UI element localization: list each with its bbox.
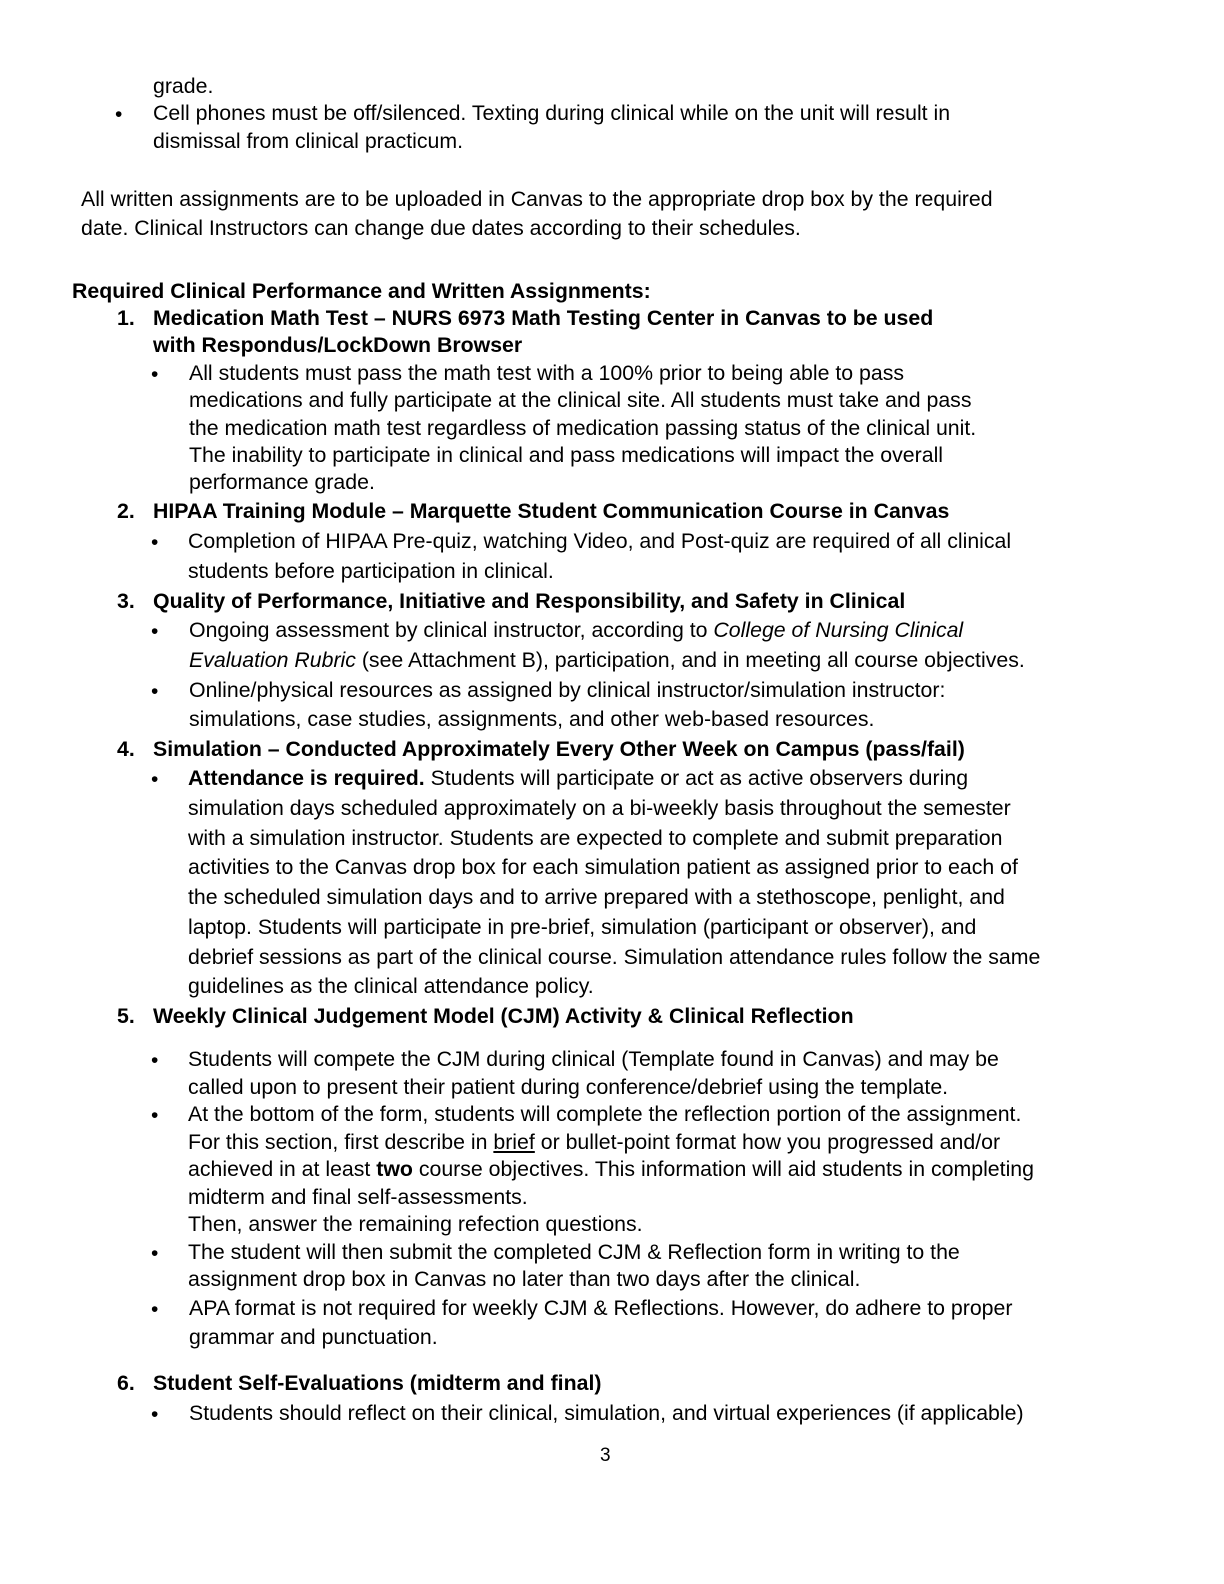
cellphone-line-1: Cell phones must be off/silenced. Texting during clinical while on the unit will result in <box>153 101 951 125</box>
item-5-bullet-2-line-3: achieved in at least two course objectives. This information will aid students in completing <box>188 1157 1034 1181</box>
item-1-bullet-line: All students must pass the math test with a 100% prior to being able to pass <box>189 361 905 385</box>
item-5-bullet-1-line: Students will compete the CJM during clinical (Template found in Canvas) and may be <box>188 1047 999 1071</box>
item-5-bullet-1-line: called upon to present their patient during conference/debrief using the template. <box>188 1075 949 1099</box>
page-number: 3 <box>600 1445 611 1466</box>
item-3-number: 3. <box>117 589 135 613</box>
item-1-number: 1. <box>117 306 135 330</box>
bullet-marker: • <box>151 768 159 791</box>
item-1-bullet-line: medications and fully participate at the clinical site. All students must take and pass <box>189 388 972 412</box>
bullet-marker: • <box>151 1049 159 1072</box>
item-5-title: Weekly Clinical Judgement Model (CJM) Activity & Clinical Reflection <box>153 1004 854 1028</box>
bullet-marker: • <box>151 531 159 554</box>
bullet-marker: • <box>115 103 123 126</box>
item-1-title-line-2: with Respondus/LockDown Browser <box>153 333 523 357</box>
bullet-marker: • <box>151 1242 159 1265</box>
item-5-number: 5. <box>117 1004 135 1028</box>
bullet-marker: • <box>151 1104 159 1127</box>
item-5-bullet-4-line: APA format is not required for weekly CJM & Reflections. However, do adhere to proper <box>189 1296 1013 1320</box>
bullet-marker: • <box>151 1298 159 1321</box>
item-1-bullet-line: the medication math test regardless of medication passing status of the clinical unit. <box>189 416 977 440</box>
item-5-bullet-4-line: grammar and punctuation. <box>189 1325 438 1349</box>
cellphone-line-2: dismissal from clinical practicum. <box>153 129 464 153</box>
item-3-bullet-1-line-1: Ongoing assessment by clinical instructor, according to College of Nursing Clinical <box>189 618 964 642</box>
uploads-line-1: All written assignments are to be uploaded in Canvas to the appropriate drop box by the required <box>81 187 993 211</box>
item-6-title: Student Self-Evaluations (midterm and final) <box>153 1371 602 1395</box>
item-5-bullet-3-line: assignment drop box in Canvas no later than two days after the clinical. <box>188 1267 861 1291</box>
item-2-bullet-line: Completion of HIPAA Pre-quiz, watching Video, and Post-quiz are required of all clinical <box>188 529 1012 553</box>
item-4-bullet-line: guidelines as the clinical attendance policy. <box>188 974 594 998</box>
item-1-title-line-1: Medication Math Test – NURS 6973 Math Testing Center in Canvas to be used <box>153 306 934 330</box>
item-3-bullet-2-line: Online/physical resources as assigned by clinical instructor/simulation instructor: <box>189 678 946 702</box>
uploads-line-2: date. Clinical Instructors can change due dates according to their schedules. <box>81 216 801 240</box>
bullet-marker: • <box>151 620 159 643</box>
bullet-marker: • <box>151 363 159 386</box>
item-4-bullet-line: laptop. Students will participate in pre-brief, simulation (participant or observer), and <box>188 915 977 939</box>
item-4-title: Simulation – Conducted Approximately Every Other Week on Campus (pass/fail) <box>153 737 965 761</box>
section-heading: Required Clinical Performance and Written Assignments: <box>72 279 651 303</box>
item-5-bullet-2-line-2: For this section, first describe in brief or bullet-point format how you progressed and/or <box>188 1130 1001 1154</box>
item-4-bullet-line-1: Attendance is required. Students will participate or act as active observers during <box>188 766 969 790</box>
bullet-marker: • <box>151 680 159 703</box>
item-4-bullet-line: debrief sessions as part of the clinical course. Simulation attendance rules follow the same <box>188 945 1041 969</box>
item-3-title: Quality of Performance, Initiative and Responsibility, and Safety in Clinical <box>153 589 906 613</box>
item-4-bullet-line: the scheduled simulation days and to arrive prepared with a stethoscope, penlight, and <box>188 885 1005 909</box>
item-4-number: 4. <box>117 737 135 761</box>
item-5-bullet-2-line-5: Then, answer the remaining refection questions. <box>188 1212 643 1236</box>
bullet-marker: • <box>151 1403 159 1426</box>
item-2-bullet-line: students before participation in clinical. <box>188 559 554 583</box>
item-2-title: HIPAA Training Module – Marquette Student Communication Course in Canvas <box>153 499 950 523</box>
item-4-bullet-line: simulation days scheduled approximately on a bi-weekly basis throughout the semester <box>188 796 1011 820</box>
item-5-bullet-2-line-1: At the bottom of the form, students will complete the reflection portion of the assignment. <box>188 1102 1022 1126</box>
item-3-bullet-1-line-2: Evaluation Rubric (see Attachment B), participation, and in meeting all course objectives. <box>189 648 1025 672</box>
item-4-bullet-line: activities to the Canvas drop box for each simulation patient as assigned prior to each of <box>188 855 1018 879</box>
item-3-bullet-2-line: simulations, case studies, assignments, and other web-based resources. <box>189 707 875 731</box>
item-6-number: 6. <box>117 1371 135 1395</box>
item-5-bullet-2-line-4: midterm and final self-assessments. <box>188 1185 528 1209</box>
item-1-bullet-line: The inability to participate in clinical and pass medications will impact the overall <box>189 443 944 467</box>
item-4-bullet-line: with a simulation instructor. Students are expected to complete and submit preparation <box>188 826 1003 850</box>
grade-continuation: grade. <box>153 74 214 98</box>
item-2-number: 2. <box>117 499 135 523</box>
item-1-bullet-line: performance grade. <box>189 470 375 494</box>
item-5-bullet-3-line: The student will then submit the completed CJM & Reflection form in writing to the <box>188 1240 960 1264</box>
item-6-bullet-line: Students should reflect on their clinical, simulation, and virtual experiences (if applicable) <box>189 1401 1024 1425</box>
